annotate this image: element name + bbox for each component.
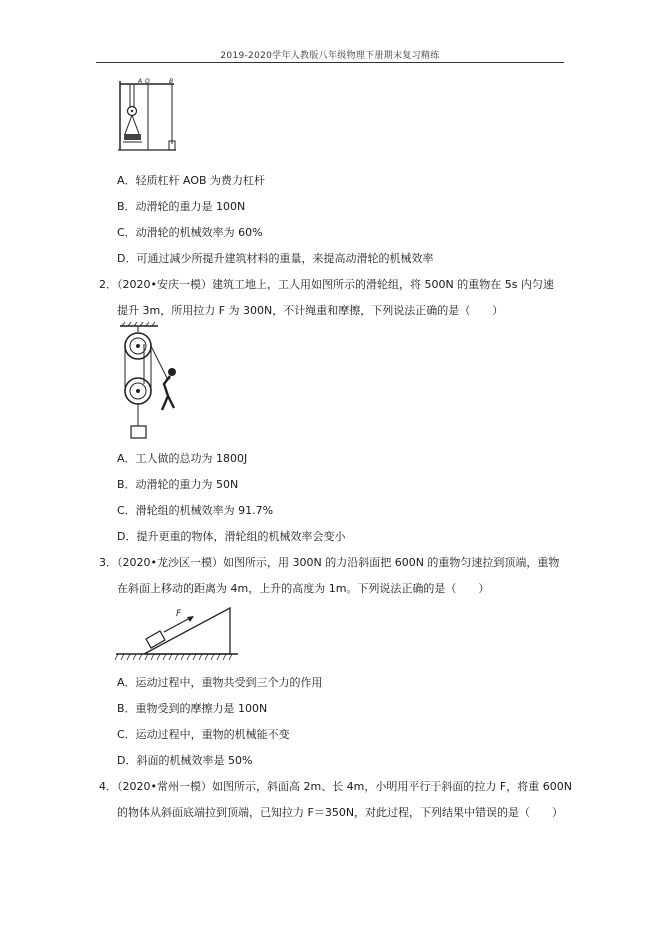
pulley-block-figure bbox=[116, 322, 186, 440]
label-a: A bbox=[138, 78, 143, 85]
q2-option-a: A．工人做的总功为 1800J bbox=[117, 452, 248, 465]
lever-pulley-figure bbox=[118, 78, 180, 154]
q2-option-b: B．动滑轮的重力为 50N bbox=[117, 478, 239, 491]
header-divider bbox=[96, 62, 564, 63]
page-header: 2019-2020学年人教版八年级物理下册期末复习精练 bbox=[220, 51, 440, 61]
q3-option-c: C．运动过程中，重物的机械能不变 bbox=[117, 728, 290, 741]
q3-option-a: A．运动过程中，重物共受到三个力的作用 bbox=[117, 676, 323, 689]
q4-stem-line1: 4．（2020•常州一模）如图所示，斜面高 2m、长 4m，小明用平行于斜面的拉力 F，将重 600N bbox=[99, 780, 572, 793]
q1-option-d: D．可通过减少所提升建筑材料的重量，来提高动滑轮的机械效率 bbox=[117, 252, 434, 265]
label-o: O bbox=[145, 78, 150, 85]
q2-option-c: C．滑轮组的机械效率为 91.7% bbox=[117, 504, 274, 517]
q2-stem-line1: 2．（2020•安庆一模）建筑工地上，工人用如图所示的滑轮组，将 500N 的重物在 5s 内匀速 bbox=[99, 278, 554, 291]
force-label: F bbox=[176, 609, 182, 619]
q2-option-d: D．提升更重的物体，滑轮组的机械效率会变小 bbox=[117, 530, 346, 543]
q3-option-d: D．斜面的机械效率是 50% bbox=[117, 754, 253, 767]
q3-stem-line1: 3．（2020•龙沙区一模）如图所示，用 300N 的力沿斜面把 600N 的重物匀速拉到顶端，重物 bbox=[99, 556, 560, 569]
q1-option-b: B．动滑轮的重力是 100N bbox=[117, 200, 246, 213]
q3-stem-line2: 在斜面上移动的距离为 4m，上升的高度为 1m。下列说法正确的是（ ） bbox=[117, 582, 490, 595]
incline-figure bbox=[114, 604, 242, 664]
q3-option-b: B．重物受到的摩擦力是 100N bbox=[117, 702, 268, 715]
q1-option-c: C．动滑轮的机械效率为 60% bbox=[117, 226, 263, 239]
q2-stem-line2: 提升 3m，所用拉力 F 为 300N，不计绳重和摩擦，下列说法正确的是（ ） bbox=[117, 304, 504, 317]
q4-stem-line2: 的物体从斜面底端拉到顶端，已知拉力 F＝350N，对此过程，下列结果中错误的是（ ） bbox=[117, 806, 564, 819]
q1-option-a: A．轻质杠杆 AOB 为费力杠杆 bbox=[117, 174, 266, 187]
label-b: B bbox=[169, 78, 174, 85]
